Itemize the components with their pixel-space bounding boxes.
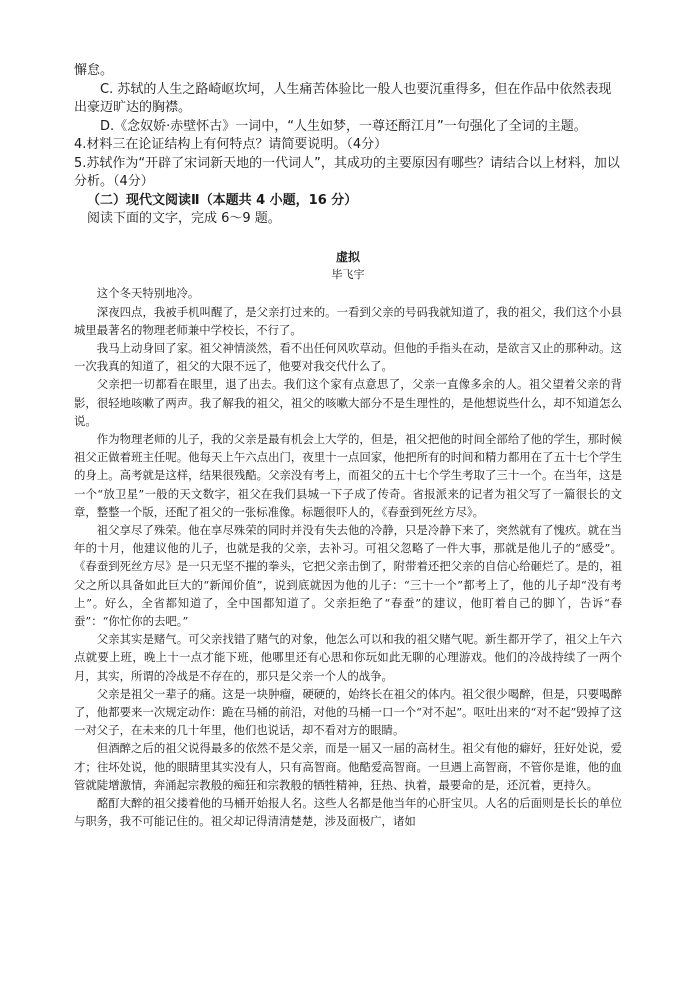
reading-instruction: 阅读下面的文字，完成 6～9 题。 — [87, 211, 281, 226]
article-paragraph: 父亲把一切都看在眼里，退了出去。我们这个家有点意思了，父亲一直像多余的人。祖父望着父亲的背影，很轻地咳嗽了两声。我了解我的祖父，祖父的咳嗽大部分不是生理性的，是他想说些什么，却不知道怎么说。 — [74, 377, 622, 428]
question-4: 4.材料三在论证结构上有何特点？请简要说明。（4分） — [74, 137, 388, 152]
question-section — [74, 62, 622, 229]
article-paragraph: 作为物理老师的儿子，我的父亲是最有机会上大学的，但是，祖父把他的时间全部给了他的学生，那时候祖父正做着班主任呢。他每天上午六点出门，夜里十一点回家，他把所有的时间和精力都用在了五十七个学生的身上。高考就是这样，结果很残酷。父亲没有考上，而祖父的五十七个学生考取了三十一个。在当年，这是一个“放卫星”一般的天文数字，祖父在我们县城一下子成了传奇。省报派来的记者为祖父写了一篇很长的文章，整整一个版，还配了祖父的一张标准像。标题很吓人的，《春蚕到死丝方尽》。 — [74, 432, 622, 519]
article-paragraph: 深夜四点，我被手机叫醒了，是父亲打过来的。一看到父亲的号码我就知道了，我的祖父，我们这个小县城里最著名的物理老师兼中学校长，不行了。 — [74, 304, 622, 337]
section-heading: （二）现代文阅读Ⅱ（本题共 4 小题，16 分） — [87, 192, 358, 208]
article-paragraph: 父亲其实是赌气。可父亲找错了赌气的对象，他怎么可以和我的祖父赌气呢。新生都开学了，祖父上午六点就要上班，晚上十一点才能下班，他哪里还有心思和你玩如此无聊的心理游戏。他们的冷战持续了一两个月，其实，所谓的冷战是不存在的，那只是父亲一个人的战争。 — [74, 632, 622, 683]
article — [74, 248, 622, 831]
option-d: D.《念奴娇·赤壁怀古》一词中，“人生如梦，一尊还酹江月”一句强化了全词的主题。 — [100, 118, 587, 134]
article-paragraph: 酩酊大醉的祖父搂着他的马桶开始报人名。这些人名都是他当年的心肝宝贝。人名的后面则是长长的单位与职务，我不可能记住的。祖父却记得清清楚楚，涉及面极广，诸如 — [74, 796, 622, 829]
article-paragraph: 这个冬天特别地冷。 — [96, 286, 200, 301]
article-paragraph: 我马上动身回了家。祖父神情淡然，看不出任何风吹草动。但他的手指头在动，是欲言又止的那种动。这一次我真的知道了，祖父的大限不远了，他要对我交代什么了。 — [74, 341, 622, 374]
article-paragraph: 但酒醉之后的祖父说得最多的依然不是父亲，而是一届又一届的高材生。祖父有他的癖好，狂好处说，爱才；往坏处说，他的眼睛里其实没有人，只有高智商。他酷爱高智商。一旦遇上高智商，不管你是谁，他的血管就陡增激情，奔涌起宗教般的痴狂和宗教般的牺牲精神，狂热、执着，最要命的是，还沉着，更持久。 — [74, 741, 622, 792]
article-paragraph: 父亲是祖父一辈子的痛。这是一块肿瘤，硬硬的，始终长在祖父的体内。祖父很少喝醉，但是，只要喝醉了，他都要来一次规定动作：跪在马桶的前沿，对他的马桶一口一个“对不起”。呕吐出来的“对不起”毁掉了这一对父子，在未来的几十年里，他们也说话，却不看对方的眼睛。 — [74, 686, 622, 738]
article-paragraph: 祖父享尽了殊荣。他在享尽殊荣的同时并没有失去他的冷静，只是冷静下来了，突然就有了愧疚。就在当年的十月，他建议他的儿子，也就是我的父亲，去补习。可祖父忽略了一件大事，那就是他儿子的“感受”。《春蚕到死丝方尽》是一只无坚不摧的拳头，它把父亲击倒了，附带着还把父亲的自信心给砸烂了。是的，祖父之所以具备如此巨大的“新闻价值”，说到底就因为他的儿子：“三十一个”都考上了，他的儿子却“没有考上”。好么，全省都知道了，全中国都知道了。父亲拒绝了“春蚕”的建议，他盯着自己的脚丫，告诉“春蚕”：“你忙你的去吧。” — [74, 523, 622, 629]
text-line: 懈怠。 — [74, 63, 114, 78]
question-5: 5.苏轼作为“开辟了宋词新天地的一代词人”，其成功的主要原因有哪些？请结合以上材料，加以分析。（4分） — [74, 155, 620, 189]
article-title: 虚拟 — [335, 250, 360, 264]
option-c: C. 苏轼的人生之路崎岖坎坷，人生痛苦体验比一般人也要沉重得多，但在作品中依然表现出豪迈旷达的胸襟。 — [74, 81, 612, 115]
article-author: 毕飞宇 — [331, 268, 365, 282]
